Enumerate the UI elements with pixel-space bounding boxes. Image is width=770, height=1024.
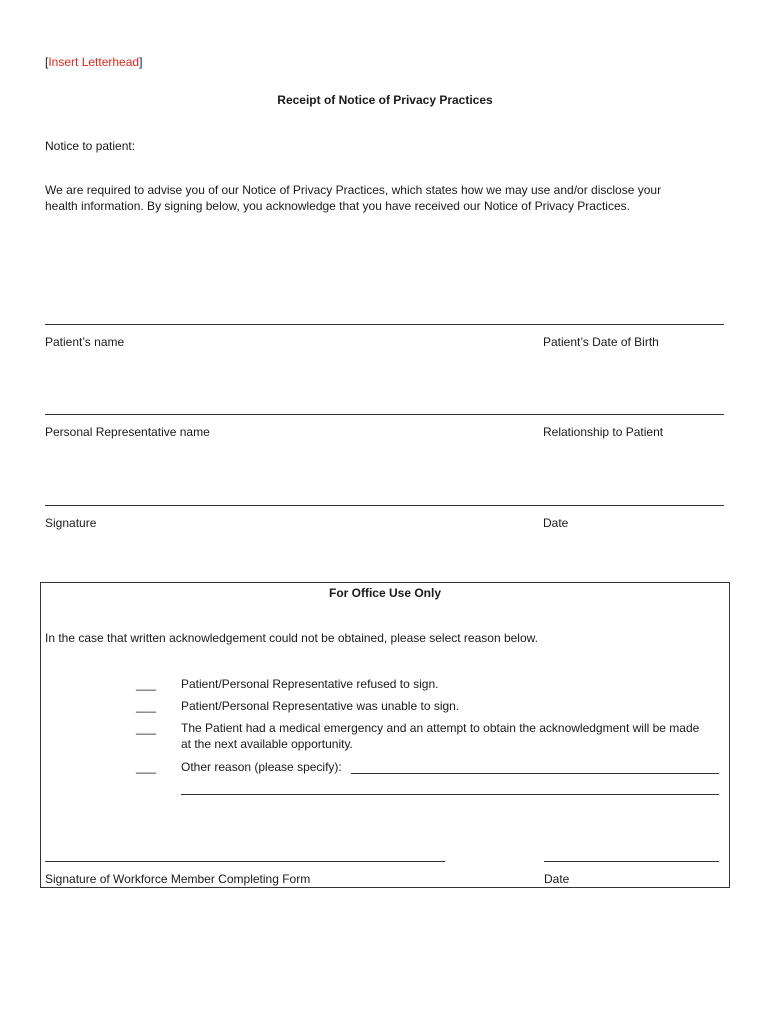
other-reason-line-1[interactable]: [351, 773, 719, 774]
workforce-date-line[interactable]: [544, 861, 719, 862]
reason-emergency-label: The Patient had a medical emergency and an attempt to obtain the acknowledgment will be made: [181, 721, 700, 735]
letterhead-bracket-close: ]: [139, 55, 143, 69]
patient-dob-label: Patient’s Date of Birth: [543, 335, 659, 349]
patient-name-line[interactable]: [45, 324, 724, 325]
letterhead-placeholder: [45, 55, 142, 69]
notice-label: Notice to patient:: [45, 139, 136, 153]
date-label: Date: [543, 516, 569, 530]
representative-name-label: Personal Representative name: [45, 425, 210, 439]
notice-body-line-2: health information. By signing below, you acknowledge that you have received our Notice of Privacy Practices.: [45, 199, 630, 213]
reason-checkbox-unable[interactable]: ___: [136, 699, 157, 713]
letterhead-text: Insert Letterhead: [48, 55, 140, 69]
reason-checkbox-other[interactable]: ___: [136, 760, 157, 774]
other-reason-line-2[interactable]: [181, 794, 719, 795]
workforce-signature-label: Signature of Workforce Member Completing Form: [45, 872, 311, 886]
office-use-heading: For Office Use Only: [328, 586, 442, 600]
office-use-box: [40, 582, 730, 888]
representative-name-line[interactable]: [45, 414, 724, 415]
reason-emergency-label-cont: at the next available opportunity.: [181, 737, 353, 751]
reason-checkbox-refused[interactable]: ___: [136, 677, 157, 691]
reason-other-label: Other reason (please specify):: [181, 760, 342, 774]
letterhead-bracket-open: [: [45, 55, 49, 69]
notice-body-line-1: We are required to advise you of our Notice of Privacy Practices, which states how we may use and/or disclose your: [45, 183, 662, 197]
relationship-label: Relationship to Patient: [543, 425, 664, 439]
signature-line[interactable]: [45, 505, 724, 506]
patient-name-label: Patient’s name: [45, 335, 125, 349]
workforce-date-label: Date: [544, 872, 570, 886]
signature-label: Signature: [45, 516, 97, 530]
document-title: Receipt of Notice of Privacy Practices: [277, 93, 493, 107]
reason-checkbox-emergency[interactable]: ___: [136, 721, 157, 735]
reason-unable-label: Patient/Personal Representative was unable to sign.: [181, 699, 460, 713]
office-use-instructions: In the case that written acknowledgement could not be obtained, please select reason below.: [45, 631, 538, 645]
workforce-signature-line[interactable]: [45, 861, 445, 862]
reason-refused-label: Patient/Personal Representative refused to sign.: [181, 677, 439, 691]
